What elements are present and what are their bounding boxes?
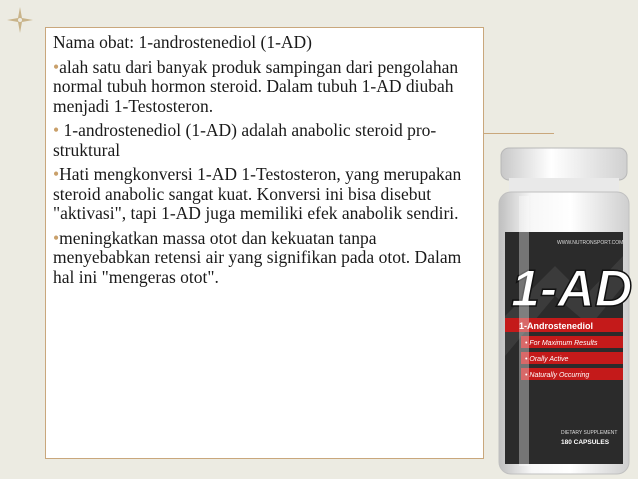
claim-line-3: • Naturally Occurring — [525, 372, 590, 379]
bottle-shine — [519, 196, 529, 466]
decorative-rule — [484, 133, 554, 134]
product-name: 1-AD — [511, 260, 633, 318]
bottle-cap — [501, 148, 627, 180]
supplement-label: DIETARY SUPPLEMENT — [561, 430, 618, 436]
list-item: •meningkatkan massa otot dan kekuatan tanpa menyebabkan retensi air yang signifikan pada otot. Dalam hal ini "mengeras otot". — [53, 227, 462, 287]
bullet-icon: • — [53, 120, 60, 140]
bullet-icon: • — [53, 164, 60, 184]
corner-ornament-icon — [6, 6, 34, 34]
bullet-icon: • — [53, 227, 60, 248]
claim-line-2: • Orally Active — [525, 356, 569, 363]
slide-text — [53, 33, 473, 292]
list-item: •Hati mengkonversi 1-AD 1-Testosteron, yang merupakan steroid anabolic sangat kuat. Konversi ini bisa disebut "aktivasi", tapi 1-AD juga memiliki efek anabolik sendiri. — [53, 164, 462, 223]
claim-line-1: • For Maximum Results — [525, 340, 598, 347]
brand-url: WWW.NUTRONSPORT.COM — [557, 240, 624, 246]
bullet-icon: • — [53, 56, 60, 77]
product-subtitle: 1-Androstenediol — [519, 321, 594, 331]
capsule-count: 180 CAPSULES — [561, 439, 610, 446]
product-bottle-image — [495, 146, 633, 476]
list-item: • 1-androstenediol (1-AD) adalah anabolic steroid pro-struktural — [53, 120, 437, 160]
drug-name-line: Nama obat: 1-androstenediol (1-AD) — [53, 32, 313, 52]
list-item: •alah satu dari banyak produk sampingan dari pengolahan normal tubuh hormon steroid. Dalam tubuh 1-AD diubah menjadi 1-Testosteron. — [53, 56, 459, 116]
